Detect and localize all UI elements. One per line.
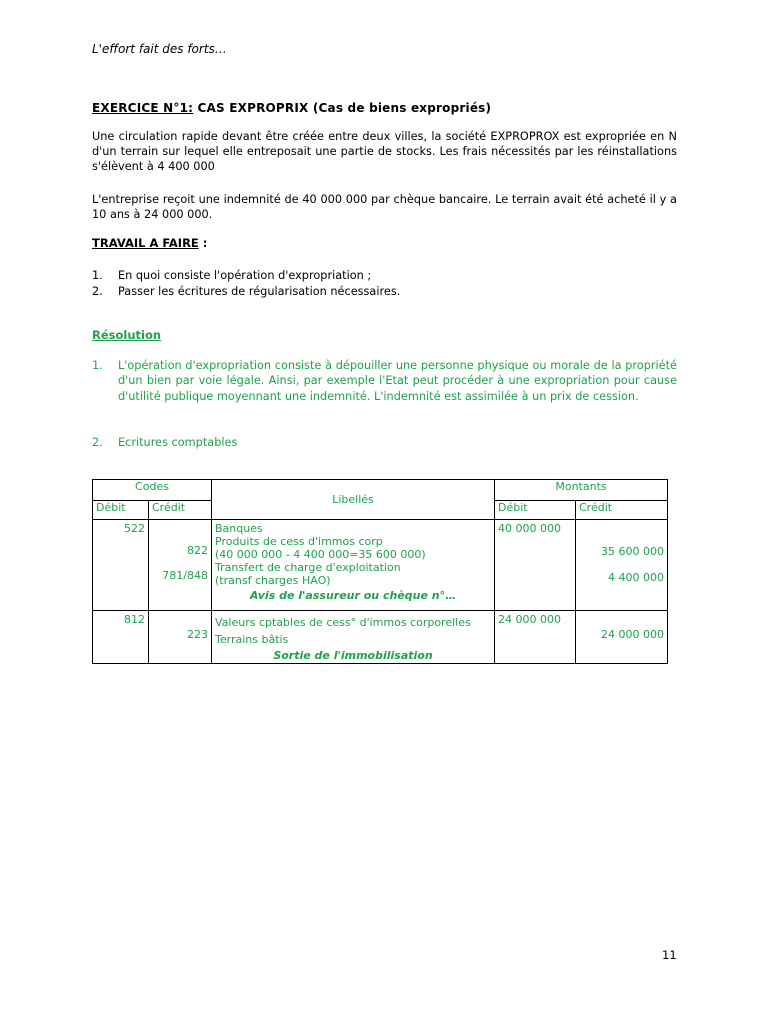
entry1-lib-2b: (40 000 000 - 4 400 000=35 600 000) [215, 548, 426, 561]
table-row [93, 611, 668, 664]
entry2-libelles [212, 611, 495, 664]
entry2-code-debit: 812 [93, 611, 149, 664]
exercise-paragraph-1: Une circulation rapide devant être créée entre deux villes, la société EXPROPROX est expropriée en N d'un terrain sur lequel elle entreposait une partie de stocks. Les frais nécessités par les réinstallations s'élèvent à 4 400 000 [92, 130, 677, 174]
entry1-note: Avis de l'assureur ou chèque n°… [249, 589, 457, 602]
entry1-amount-credit [576, 520, 668, 611]
header-amount-credit: Crédit [576, 501, 668, 520]
list-text: Ecritures comptables [118, 436, 238, 449]
entry1-code-credit-2: 781/848 [162, 569, 208, 582]
header-amount-debit: Débit [495, 501, 576, 520]
travail-label: TRAVAIL A FAIRE [92, 236, 199, 250]
header-motto: L'effort fait des forts… [92, 42, 227, 56]
exercise-label: EXERCICE N°1: [92, 101, 194, 115]
question-list [92, 268, 400, 299]
entry1-amount-debit: 40 000 000 [495, 520, 576, 611]
exercise-title [92, 101, 491, 115]
list-number: 2. [92, 284, 103, 298]
entry1-amount-credit-1: 35 600 000 [601, 545, 664, 558]
table-row [93, 520, 668, 611]
list-item [92, 284, 400, 300]
entry2-lib-2: Terrains bâtis [215, 633, 289, 646]
entry1-code-debit: 522 [93, 520, 149, 611]
entry2-amount-credit [576, 611, 668, 664]
list-text: L'opération d'expropriation consiste à dépouiller une personne physique ou morale de la propriété d'un bien par voie légale. Ainsi, par exemple l'Etat peut procéder à une expropriation pour cause d'utilité publique moyennant une indemnité. L'indemnité est assimilée à un prix de cession. [118, 359, 677, 403]
entry1-code-credit [149, 520, 212, 611]
entry1-amount-credit-2: 4 400 000 [608, 571, 664, 584]
entry1-libelles [212, 520, 495, 611]
entry2-amount-debit: 24 000 000 [495, 611, 576, 664]
entry1-lib-2a: Produits de cess d'immos corp [215, 535, 383, 548]
entry2-amount-credit-1: 24 000 000 [601, 628, 664, 641]
entry2-note: Sortie de l'immobilisation [273, 649, 433, 662]
header-code-credit: Crédit [149, 501, 212, 520]
exercise-name: CAS EXPROPRIX (Cas de biens expropriés) [193, 101, 492, 115]
list-item [92, 268, 400, 284]
accounting-table [92, 479, 668, 664]
entry2-code-credit [149, 611, 212, 664]
travail-colon: : [198, 236, 208, 250]
table-header-row [93, 480, 668, 501]
list-number: 1. [92, 269, 103, 282]
resolution-item-1 [92, 358, 677, 404]
list-text: En quoi consiste l'opération d'expropriation ; [118, 269, 372, 282]
header-montants: Montants [495, 480, 668, 501]
travail-heading [92, 236, 207, 250]
exercise-paragraph-2: L'entreprise reçoit une indemnité de 40 000 000 par chèque bancaire. Le terrain avait été acheté il y a 10 ans à 24 000 000. [92, 193, 677, 222]
header-codes: Codes [93, 480, 212, 501]
entry1-lib-3a: Transfert de charge d'exploitation [215, 561, 401, 574]
list-number: 2. [92, 436, 103, 449]
list-number: 1. [92, 359, 103, 372]
header-code-debit: Débit [93, 501, 149, 520]
entry1-lib-1: Banques [215, 522, 263, 535]
resolution-heading: Résolution [92, 328, 162, 342]
entry1-code-credit-1: 822 [187, 544, 208, 557]
page-number: 11 [662, 948, 677, 962]
entry2-code-credit-1: 223 [187, 628, 208, 641]
entry1-lib-3b: (transf charges HAO) [215, 574, 331, 587]
list-text: Passer les écritures de régularisation nécessaires. [118, 284, 401, 298]
resolution-item-2 [92, 435, 677, 450]
entry2-lib-1: Valeurs cptables de cess° d'immos corporelles [215, 616, 471, 629]
header-libelles: Libellés [212, 480, 495, 520]
